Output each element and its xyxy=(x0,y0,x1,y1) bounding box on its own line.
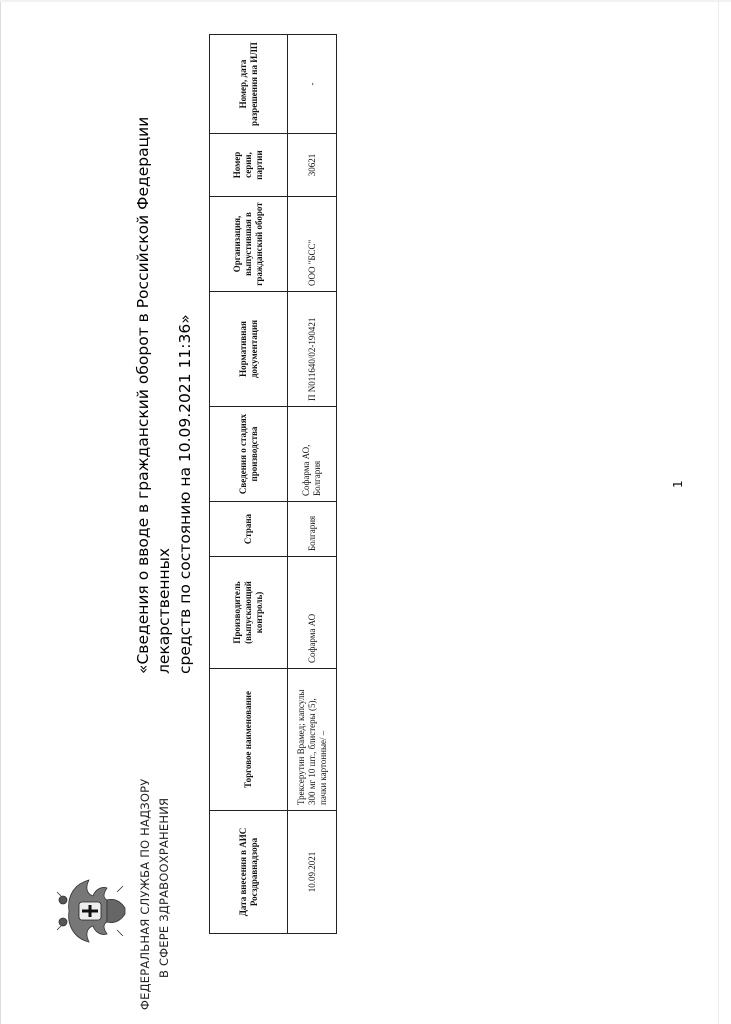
table-cell: Софарма АО, Болгария xyxy=(288,407,337,502)
lek-sredstva-table xyxy=(209,34,337,934)
column-header: Дата внесения в АИС Росздравнадзора xyxy=(210,811,288,934)
table-cell: П N011640/02-190421 xyxy=(288,292,337,407)
page-number: 1 xyxy=(671,480,685,488)
table-row xyxy=(288,35,337,934)
page-title xyxy=(133,24,196,674)
agency-name-line1: ФЕДЕРАЛЬНАЯ СЛУЖБА ПО НАДЗОРУ xyxy=(138,778,152,1010)
table-cell: Болгария xyxy=(288,502,337,557)
agency-name xyxy=(136,778,174,1010)
title-line2: средств по состоянию на 10.09.2021 11:36» xyxy=(176,314,194,674)
column-header: Сведения о стадиях производства xyxy=(210,407,288,502)
title-line1: «Сведения о вводе в гражданский оборот в Российской Федерации лекарственных xyxy=(134,116,173,674)
table-cell: ООО "БСС" xyxy=(288,197,337,292)
column-header: Страна xyxy=(210,502,288,557)
agency-name-line2: В СФЕРЕ ЗДРАВООХРАНЕНИЯ xyxy=(157,797,171,978)
column-header: Нормативная документация xyxy=(210,292,288,407)
agency-logo xyxy=(55,778,174,1010)
table-cell: - xyxy=(288,35,337,134)
table-header-row xyxy=(210,35,288,934)
double-headed-eagle-emblem-icon xyxy=(55,878,127,944)
table-cell: 10.09.2021 xyxy=(288,811,337,934)
table-cell: Трексерутин Врамед; капсулы 300 мг 10 шт., блистеры (5), пачки картонные/ – xyxy=(288,669,337,811)
column-header: Организация, выпустившая в гражданский оборот xyxy=(210,197,288,292)
column-header: Торговое наименование xyxy=(210,669,288,811)
table-cell: Софарма АО xyxy=(288,557,337,669)
column-header: Номер, дата разрешения на ИЛП xyxy=(210,35,288,134)
column-header: Производитель (выпускающий контроль) xyxy=(210,557,288,669)
column-header: Номер серии, партии xyxy=(210,134,288,197)
table-cell: 30621 xyxy=(288,134,337,197)
